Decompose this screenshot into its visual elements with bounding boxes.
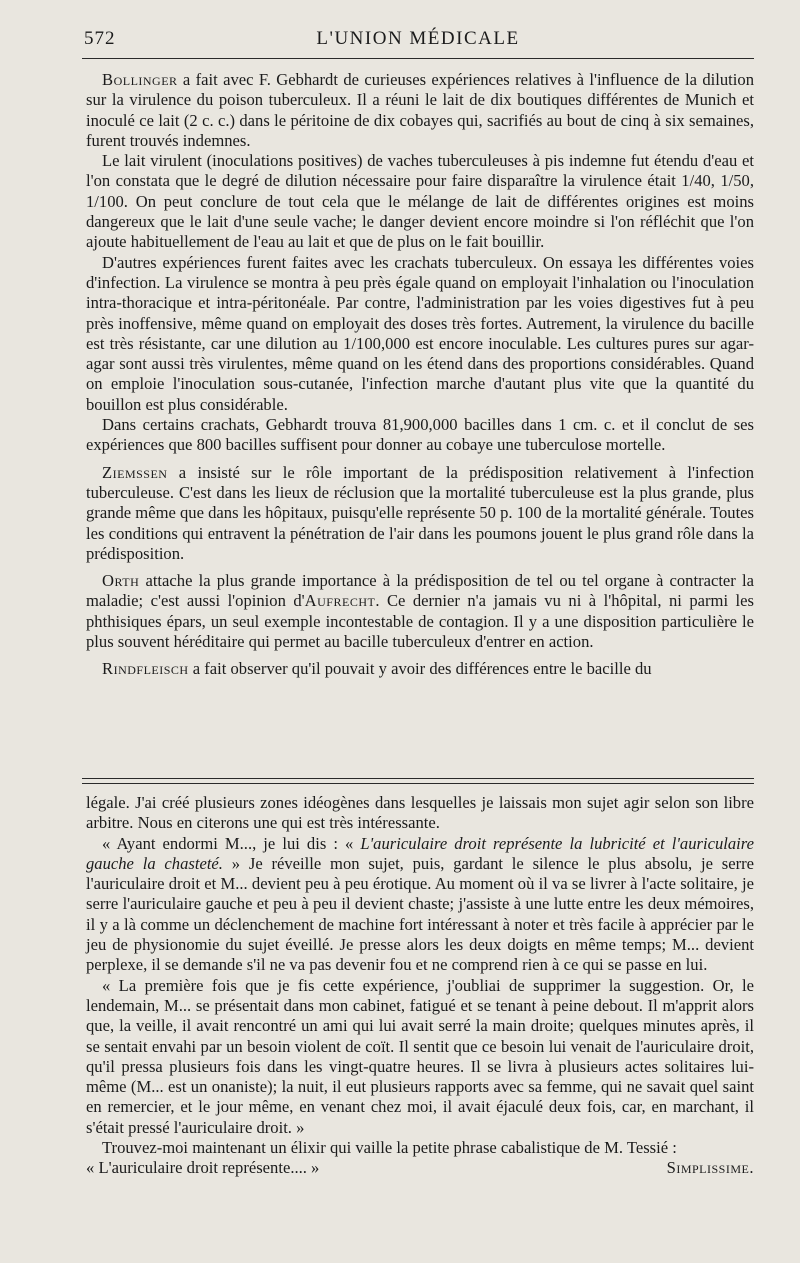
paragraph-orth: [86, 571, 754, 652]
paragraph-elixir: Trouvez-moi maintenant un élixir qui vaille la petite phrase cabalistique de M. Tessié :: [102, 1138, 677, 1158]
author-name: Rindfleisch: [102, 659, 189, 679]
closing-quote: [86, 1158, 754, 1178]
paragraph-text: a fait observer qu'il pouvait y avoir des différences entre le bacille du: [188, 659, 652, 679]
paragraph-legale: légale. J'ai créé plusieurs zones idéogènes dans lesquelles je laissais mon sujet agir selon son libre arbitre. Nous en citerons une qui est très intéressante.: [86, 793, 754, 833]
paragraph-text: a insisté sur le rôle important de la prédisposition relativement à l'infection tuberculeuse. C'est dans les lieux de réclusion que la mortalité tuberculeuse est la plus grande, plus grande même que dans les hôpitaux, puisqu'elle représente 50 p. 100 de la mortalité générale. Toutes les conditions qui entravent la pénétration de l'air dans les poumons jouent le plus grand rôle dans la prédisposition.: [86, 462, 754, 563]
section-separator: [82, 778, 754, 784]
journal-title: L'UNION MÉDICALE: [316, 28, 520, 49]
quote-suggestion: L'auriculaire droit représente la lubricité et l'auriculaire gauche la chasteté.: [86, 833, 754, 873]
paragraph-crachats: D'autres expériences furent faites avec les crachats tuberculeux. On essaya les différentes voies d'infection. La virulence se montra à peu près égale quand on employait l'inhalation ou l'inoculation intra-thoracique et intra-péritonéale. Par contre, l'administration par les voies digestives fut à peu près inoffensive, même quand on employait des doses très fortes. Autrement, la virulence du bacille est très résistante, car une dilution au 1/100,000 est encore inoculable. Les cultures pures sur agar-agar sont aussi très virulentes, même quand on les étend dans des proportions considérables. Quand on emploie l'inoculation sous-cutanée, l'infection marche d'autant plus vite que la quantité du bouillon est plus considérable.: [86, 252, 754, 414]
paragraph-dilution: Le lait virulent (inoculations positives) de vaches tuberculeuses à pis indemne fut étendu d'eau et l'on constata que le degré de dilution nécessaire pour faire disparaître la virulence était 1/40, 1/50, 1/100. On peut conclure de tout cela que le mélange de lait de différentes origines est moins dangereux que le lait d'une seule vache; le danger devient encore moindre si l'on réfléchit que l'on ajoute habituellement de l'eau au lait et que de plus on le fait bouillir.: [86, 151, 754, 252]
article-bottom-section: [86, 793, 754, 1179]
page-header: [84, 26, 752, 56]
page-number: 572: [84, 28, 116, 49]
paragraph-ziemssen: [86, 463, 754, 564]
paragraph-rindfleisch: [86, 659, 754, 679]
author-name: Bollinger: [102, 70, 178, 89]
quote-line: « L'auriculaire droit représente.... »: [86, 1158, 320, 1178]
author-name: Ziemssen: [102, 462, 168, 482]
cited-author: Aufrecht: [304, 591, 376, 611]
paragraph-experiment: [86, 834, 754, 976]
quote-open: « Ayant endormi M..., je lui dis : «: [102, 833, 361, 853]
signature: Simplissime.: [666, 1158, 754, 1178]
paragraph-text: » Je réveille mon sujet, puis, gardant le silence le plus absolu, je serre l'auriculaire droit et M... devient peu à peu érotique. Au moment où il va se livrer à l'acte solitaire, je serre l'auriculaire gauche et peu à peu il devient chaste; j'assiste à une lutte entre les deux mémoires, il y a là comme un déclenchement de machine fort intéressant à noter et très facile à apprécier par le jeu de physionomie du sujet éveillé. Je presse alors les deux doigts en même temps; M... devient perplexe, il se demande s'il ne va pas devenir fou et ne comprend rien à ce qui se passe en lui.: [86, 853, 754, 975]
header-rule: [82, 58, 754, 59]
paragraph-bollinger: [86, 70, 754, 151]
paragraph-text: attache la plus grande importance à la prédisposition de tel ou tel organe à contracter la maladie; c'est aussi l'opinion d': [86, 571, 754, 611]
paragraph-text: a fait avec F. Gebhardt de curieuses expériences relatives à l'influence de la dilution sur la virulence du poison tuberculeux. Il a réuni le lait de dix boutiques différentes de Munich et inoculé ce lait (2 c. c.) dans le péritoine de dix cobayes qui, sacrifiés au bout de cinq à six semaines, furent trouvés indemnes.: [86, 70, 754, 150]
article-top-section: [86, 70, 754, 680]
paragraph-text: . Ce dernier n'a jamais vu ni à l'hôpital, ni parmi les phthisiques épars, un seul exemple incontestable de contagion. Il y a une disposition particulière le plus souvent héréditaire qui permet au bacille tuberculeux d'entrer en action.: [86, 591, 754, 652]
author-name: Orth: [102, 571, 140, 591]
paragraph-first-time: « La première fois que je fis cette expérience, j'oubliai de supprimer la suggestion. Or, le lendemain, M... se présentait dans mon cabinet, fatigué et se tenant à peine debout. Il m'apprit alors que, la veille, il avait rencontré un ami qui lui avait serré la main droite; quelques minutes après, il se sentait envahi par un besoin violent de coït. Il sentit que ce besoin lui venait de l'auriculaire droit, qu'il pressa plusieurs fois dans les vingt-quatre heures. Il se livra à plusieurs actes solitaires lui-même (M... est un onaniste); la nuit, il eut plusieurs rapports avec sa femme, qui ne savait quel saint en remercier, et le jour même, en venant chez moi, il avait éjaculé deux fois, car, en marchant, il s'était pressé l'auriculaire droit. »: [86, 975, 754, 1137]
paragraph-gebhardt: Dans certains crachats, Gebhardt trouva 81,900,000 bacilles dans 1 cm. c. et il conclut de ses expériences que 800 bacilles suffisent pour donner au cobaye une tuberculose mortelle.: [86, 415, 754, 455]
